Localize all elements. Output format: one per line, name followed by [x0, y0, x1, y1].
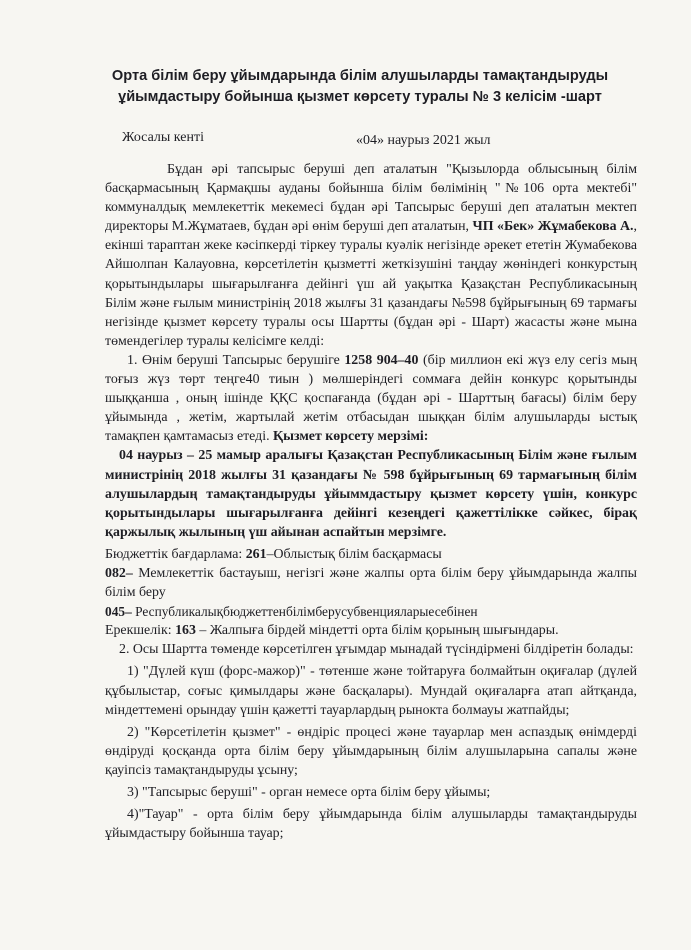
contract-place: Жосалы кенті	[122, 130, 204, 145]
budget-program-text: –Облыстық білім басқармасы	[266, 546, 442, 562]
clause-1	[105, 351, 637, 446]
service-term-label: Қызмет көрсету мерзімі:	[273, 429, 429, 445]
budget-subprogram-1	[105, 564, 637, 602]
document-title	[90, 66, 630, 108]
budget-specific	[105, 621, 637, 640]
service-term-text: 04 наурыз – 25 мамыр аралығы Қазақстан Республикасының Білім және ғылым министрінің 2018 жылғы 31 қазандағы № 598 бұйрығының 69 тармағының білім алушылардың тамақтандыруды ұйыммдастыру қызмет көрсету үшін, конкурс қорытындылары шығарылғанға дейінгі кезеңдегі қажеттілікке сәйкес, бірақ қаржылық жылының үш айынан аспайтын мерзімге.	[105, 448, 637, 540]
subprogram-1-code: 082–	[105, 565, 133, 581]
definition-3: 3) "Тапсырыс беруші" - орган немесе орта білім беру ұйымы;	[127, 785, 491, 800]
specific-code: 163	[175, 623, 196, 639]
contract-amount: 1258 904–40	[344, 352, 419, 368]
intro-paragraph	[105, 160, 637, 351]
definition-2: 2) "Көрсетілетін қызмет" - өндіріс процесі және тауарлар мен аспаздық өнімдерді өндіруді қосқанда орта білім беру ұйымдарының білім алушыларына сапалы және қауіпсіз тамақтандыруды ұсыну;	[105, 724, 637, 778]
title-line-2: ұйымдастыру бойынша қызмет көрсету туралы № 3 келісім -шарт	[118, 89, 602, 105]
budget-program-label: Бюджеттік бағдарлама:	[105, 546, 246, 562]
specific-text: – Жалпыға бірдей міндетті орта білім қорының шығындары.	[195, 623, 559, 639]
contractor-name: ЧП «Бек» Жұмабекова А.	[472, 219, 634, 235]
contract-body	[105, 160, 637, 843]
subprogram-2-text: Республикалықбюджеттенбілімберусубвенцияларыесебінен	[131, 604, 478, 620]
clause-1-text-a: 1. Өнім беруші Тапсырыс берушіге	[127, 352, 345, 368]
definition-1: 1) "Дүлей күш (форс-мажор)" - төтенше және тойтаруға болмайтын оқиғалар (дүлей құбылыстар, соғыс қимылдары және басқалары). Мундай оқиғаларға атап айтқанда, міндеттемені орындау үшін қажетті тауарлардың рынокта болмауы жатпайды;	[105, 664, 637, 718]
title-line-1: Орта білім беру ұйымдарында білім алушыларды тамақтандыруды	[111, 68, 609, 84]
definition-4: 4)"Тауар" - орта білім беру ұйымдарында білім алушыларды тамақтандыруды ұйымдастыру бойынша тауар;	[105, 807, 637, 842]
clause-2: 2. Осы Шартта төменде көрсетілген ұғымдар мынадай түсіндірмені білдіретін болады:	[119, 642, 634, 658]
budget-program-code: 261	[245, 546, 267, 562]
contract-date: «04» наурыз 2021 жыл	[356, 133, 491, 148]
intro-text-1: Бұдан әрі тапсырыс беруші деп аталатын "Қызылорда облысының білім басқармасының Қармақшы ауданы бойынша білім бөлімінің "№106 орта мектебі" коммуналдық мемлекеттік мекемесі бұдан әрі Тапсырыс беруші деп аталатын мектеп директоры М.Жұматаев, бұдан әрі өнім беруші деп аталатын,	[105, 162, 637, 235]
clause-1-text-b: (бір миллион екі жүз елу сегіз мың тоғыз жүз төрт теңге40 тиын ) мөлшеріндегі соммаға дейін конкурс қорытынды шыққанша , оның ішінде ҚҚС қоспағанда (бұдан әрі - Шарттың бағасы) білім беру ұйымында , жетім, жартылай жетім отбасыдан шыққан білім алушыларды ыстық тамақпен қамтамасыз етеді.	[105, 352, 637, 445]
subprogram-2-code: 045–	[105, 604, 132, 620]
subprogram-1-text: Мемлекеттік бастауыш, негізгі және жалпы орта білім беру ұйымдарында жалпы білім беру	[105, 565, 637, 601]
specific-label: Ерекшелік:	[105, 623, 176, 639]
intro-text-2: , екінші тараптан жеке кәсіпкерді тіркеу туралы куәлік негізінде әрекет ететін Жумабекова Айшолпан Калауовна, көрсетілетін қызметті жеткізушіні таңдау жөніндегі конкурстың қорытындылары шығарылғанға дейінгі үш ай уақытка Қазақстан Республикасының Білім және ғылым министрінің 2018 жылғы 31 қазандағы №598 бұйрығының 69 тармағы негізінде қызмет көрсету туралы осы Шартты (бұдан әрі - Шарт) жасасты және мына төмендегілер туралы келісімге келді:	[105, 219, 637, 349]
budget-subprogram-2	[105, 602, 637, 621]
budget-program	[105, 545, 637, 564]
